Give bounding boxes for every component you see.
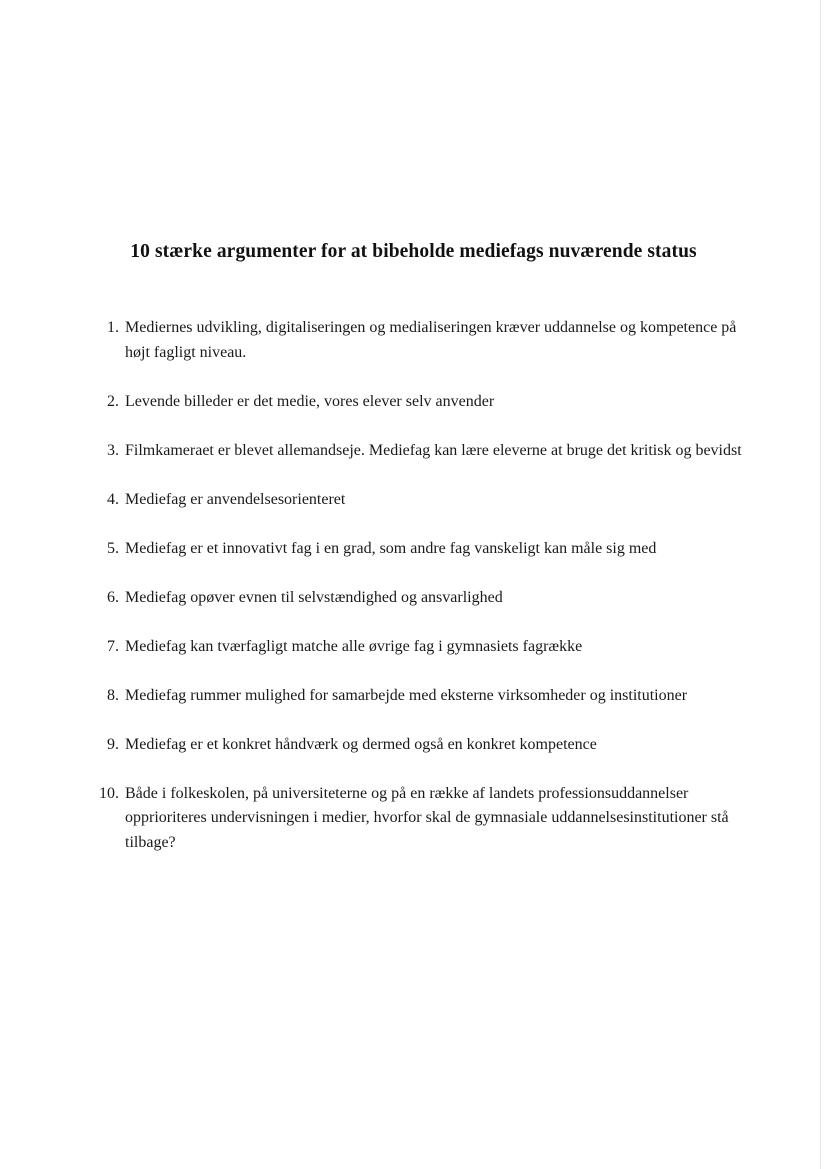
- argument-item-1: [96, 316, 746, 365]
- argument-number: 10.: [99, 784, 119, 802]
- argument-text: Mediefag opøver evnen til selvstændighed og ansvarlighed: [125, 588, 503, 606]
- argument-text: Mediefag er anvendelsesorienteret: [125, 490, 346, 508]
- argument-number: 4.: [107, 490, 119, 508]
- argument-item-8: [96, 684, 746, 709]
- argument-number: 3.: [107, 441, 119, 459]
- argument-text: Mediefag er et innovativt fag i en grad, som andre fag vanskeligt kan måle sig med: [125, 539, 657, 557]
- argument-item-4: [96, 488, 746, 513]
- argument-item-6: [96, 586, 746, 611]
- argument-item-7: [96, 635, 746, 660]
- argument-number: 5.: [107, 539, 119, 557]
- argument-list: [96, 316, 746, 880]
- argument-text: Levende billeder er det medie, vores elever selv anvender: [125, 392, 495, 410]
- argument-number: 9.: [107, 735, 119, 753]
- document-title: 10 stærke argumenter for at bibeholde mediefags nuværende status: [130, 241, 697, 262]
- argument-number: 7.: [107, 637, 119, 655]
- scan-edge-line: [820, 0, 821, 1169]
- argument-text: Mediefag kan tværfagligt matche alle øvrige fag i gymnasiets fagrække: [125, 637, 583, 655]
- argument-text: Både i folkeskolen, på universiteterne og på en række af landets professionsuddannelser opprioriteres undervisningen i medier, hvorfor skal de gymnasiale uddannelsesinstitutioner stå tilbage?: [125, 784, 729, 851]
- argument-text: Mediefag rummer mulighed for samarbejde med eksterne virksomheder og institutioner: [125, 686, 688, 704]
- argument-item-3: [96, 439, 746, 464]
- argument-number: 2.: [107, 392, 119, 410]
- argument-number: 1.: [107, 319, 119, 336]
- argument-item-5: [96, 537, 746, 562]
- argument-number: 8.: [107, 686, 119, 704]
- argument-item-10: [96, 782, 746, 856]
- argument-text: Mediernes udvikling, digitaliseringen og medialiseringen kræver uddannelse og kompetence på højt fagligt niveau.: [125, 319, 737, 361]
- argument-number: 6.: [107, 588, 119, 606]
- argument-text: Filmkameraet er blevet allemandseje. Mediefag kan lære eleverne at bruge det kritisk og bevidst: [125, 441, 742, 459]
- argument-item-2: [96, 390, 746, 415]
- argument-text: Mediefag er et konkret håndværk og dermed også en konkret kompetence: [125, 735, 597, 753]
- argument-item-9: [96, 733, 746, 758]
